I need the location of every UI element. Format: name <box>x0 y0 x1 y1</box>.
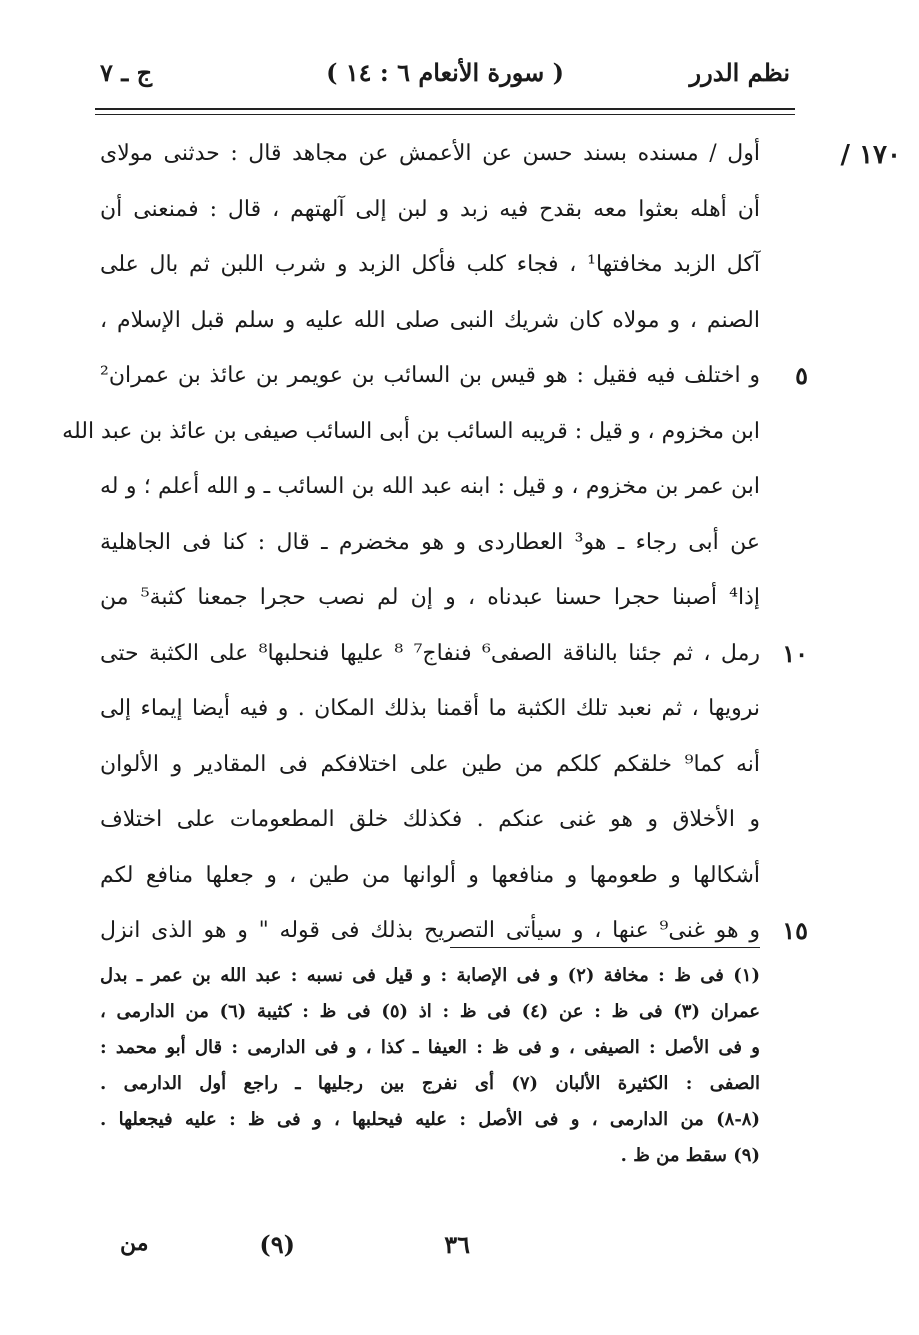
line-number: ٥ <box>795 361 808 390</box>
footnote-line: (٩) سقط من ظ . <box>620 1145 760 1166</box>
text-line <box>62 404 760 460</box>
surah-reference: ( سورة الأنعام ٦ : ١٤ ) <box>326 58 564 87</box>
book-title: نظم الدرر <box>689 58 790 87</box>
text-line <box>100 293 760 349</box>
footnote-line: (٨-٨) من الدارمى ، و فى الأصل : عليه فيحلبها ، و فى ظ : عليه فيجعلها . <box>100 1109 760 1130</box>
main-text-block <box>62 126 808 959</box>
catchword: من <box>120 1230 149 1256</box>
text-line-content: إذا⁴ أصبنا حجرا حسنا عبدناه ، و إن لم نصب حجرا جمعنا كثبة⁵ من <box>100 585 760 610</box>
text-line <box>100 348 808 404</box>
text-line-content: عن أبى رجاء ـ هو³ العطاردى و هو مخضرم ـ قال : كنا فى الجاهلية <box>100 529 761 555</box>
text-line <box>100 182 760 238</box>
text-line <box>100 515 760 571</box>
page-footer <box>100 1230 760 1266</box>
running-header <box>100 58 790 98</box>
footnote-line: عمران (٣) فى ظ : عن (٤) فى ظ : اذ (٥) فى ظ : كثيبة (٦) من الدارمى ، <box>100 1001 761 1022</box>
header-rule <box>95 108 795 110</box>
text-line-content: ابن عمر بن مخزوم ، و قيل : ابنه عبد الله بن السائب ـ و الله أعلم ؛ و له <box>100 474 760 499</box>
text-line <box>100 681 760 737</box>
text-line-content: و الأخلاق و هو غنى عنكم . فكذلك خلق المطعومات على اختلاف <box>100 807 760 832</box>
footnote-line: و فى الأصل : الصيفى ، و فى ظ : العيفا ـ كذا ، و فى الدارمى : قال أبو محمد : <box>100 1037 760 1058</box>
text-line <box>100 737 760 793</box>
text-line <box>100 792 760 848</box>
text-line-content: الصنم ، و مولاه كان شريك النبى صلى الله عليه و سلم قبل الإسلام ، <box>100 307 760 333</box>
text-line <box>100 126 760 182</box>
text-line-content: ابن مخزوم ، و قيل : قريبه السائب بن أبى السائب صيفى بن عائذ بن عبد الله <box>62 418 760 444</box>
text-line <box>100 237 760 293</box>
text-line <box>100 903 808 959</box>
text-line-content: أن أهله بعثوا معه بقدح فيه زبد و لبن إلى آلهتهم ، قال : فمنعنى أن <box>100 196 760 222</box>
text-line-content: أول / مسنده بسند حسن عن الأعمش عن مجاهد قال : حدثنى مولاى <box>100 141 760 166</box>
text-line <box>100 459 760 515</box>
page-number: ٣٦ <box>444 1230 470 1259</box>
text-line-content: نرويها ، ثم نعبد تلك الكثبة ما أقمنا بذلك المكان . و فيه أيضا إيماء إلى <box>100 696 760 721</box>
line-number: ١٥ <box>782 916 808 945</box>
text-line <box>100 570 760 626</box>
text-line-content: أنه كما⁹ خلقكم كلكم من طين على اختلافكم فى المقادير و الألوان <box>100 751 761 777</box>
text-line <box>100 848 760 904</box>
signature-mark: (٩) <box>259 1230 295 1259</box>
text-line-content: آكل الزبد مخافتها¹ ، فجاء كلب فأكل الزبد و شرب اللبن ثم بال على <box>100 252 761 277</box>
margin-page-reference: ١٧٠ / <box>840 140 901 170</box>
text-line-content: أشكالها و طعومها و منافعها و ألوانها من طين ، و جعلها منافع لكم <box>100 862 760 888</box>
text-line-content: و هو غنى⁹ عنها ، و سيأتى التصريح بذلك فى قوله " و هو الذى انزل <box>100 918 760 943</box>
line-number: ١٠ <box>782 638 808 668</box>
text-line-content: رمل ، ثم جئنا بالناقة الصفى⁶ فنفاج⁷ ⁸ عليها فنحلبها⁸ على الكثبة حتى <box>100 640 760 666</box>
header-rule-thin <box>95 114 795 115</box>
text-line <box>100 626 808 682</box>
footnote-line: الصفى : الكثيرة الألبان (٧) أى نفرج بين رجليها ـ راجع أول الدارمى . <box>100 1073 760 1094</box>
volume-label: ج ـ ٧ <box>100 58 153 87</box>
footnote-separator <box>450 947 760 948</box>
footnote-line: (١) فى ظ : مخافة (٢) و فى الإصابة : و قيل فى نسبه : عبد الله بن عمر ـ بدل <box>100 965 760 986</box>
text-line-content: و اختلف فيه فقيل : هو قيس بن السائب بن عويمر بن عائذ بن عمران² <box>100 363 760 388</box>
footnotes-block <box>100 958 760 1174</box>
